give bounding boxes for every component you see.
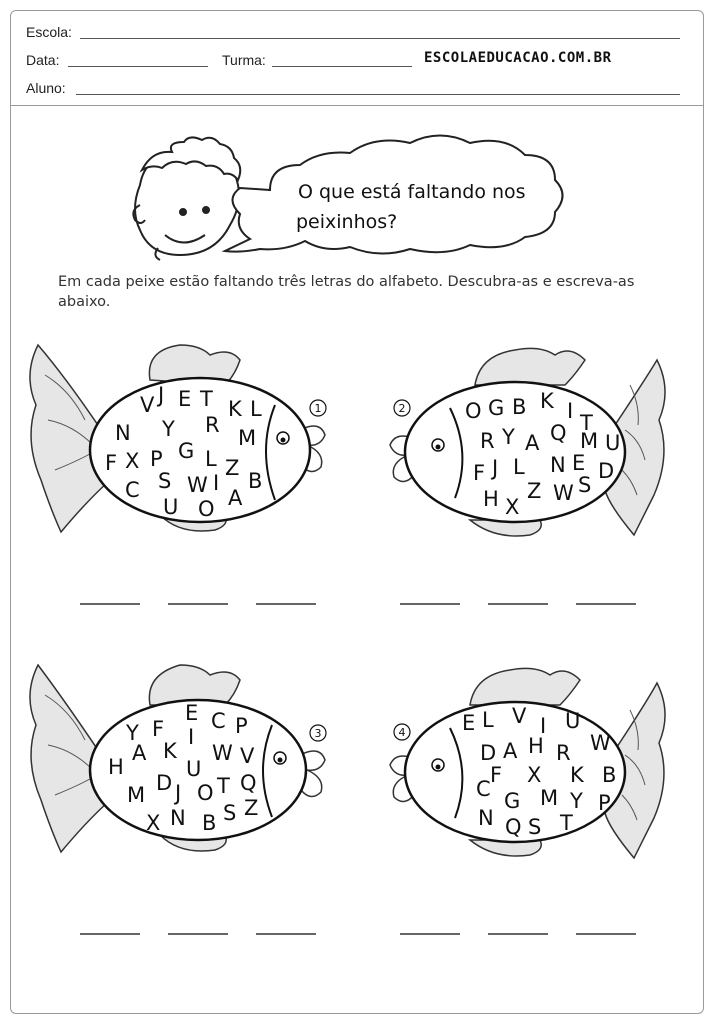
fish-3-letter: B [202, 811, 217, 835]
fish-4 [390, 668, 665, 858]
fish-3-number: 3 [314, 727, 322, 740]
fish-2-letter: H [483, 487, 499, 511]
fish-1-letter: N [115, 421, 131, 445]
fish-4-letter: S [528, 815, 542, 839]
fish-1-letter: R [205, 413, 220, 437]
fish-2-letter: I [567, 399, 574, 423]
fish-2-letter: D [598, 459, 615, 483]
fish-4-letter: R [556, 741, 571, 765]
fish-1 [30, 345, 326, 532]
fish-2-letter: K [540, 389, 554, 413]
fish-4-letter: F [490, 763, 503, 787]
class-label: Turma: [222, 52, 266, 68]
fish-3-letter: J [175, 781, 182, 805]
fish-1-letter: V [140, 393, 155, 417]
fish-1-letter: L [250, 397, 262, 421]
fish-4-letter: C [476, 777, 491, 801]
bubble-line-2: peixinhos? [296, 211, 398, 233]
fish-2-letter: U [605, 431, 621, 455]
fish-3-letter: Q [240, 771, 257, 795]
fish-3-letter: U [186, 757, 202, 781]
student-label: Aluno: [26, 80, 66, 96]
fish-3-letter: O [197, 781, 214, 805]
boy-face-icon [133, 137, 240, 260]
fish-1-letter: C [125, 478, 140, 502]
fish-1-letter: X [125, 449, 140, 473]
fish-2-letter: B [512, 395, 527, 419]
fish-4-letter: I [540, 714, 547, 738]
fish-3-letter: K [163, 739, 177, 763]
fish-2-letter: X [505, 495, 520, 519]
school-label: Escola: [26, 24, 72, 40]
date-label: Data: [26, 52, 60, 68]
fish-4-letter: T [560, 811, 573, 835]
fish-3-letter: X [146, 811, 161, 835]
bubble-line-1: O que está faltando nos [298, 181, 526, 203]
fish-4-letter: H [528, 734, 544, 758]
fish-1-letter: F [105, 451, 118, 475]
brand-text: ESCOLAEDUCACAO.COM.BR [424, 50, 612, 66]
fish-2-number: 2 [398, 402, 406, 415]
fish-3-letter: T [217, 774, 230, 798]
fish-3-letter: Z [244, 796, 259, 820]
fish-1-letter: W [187, 473, 208, 497]
instruction-text: Em cada peixe estão faltando três letras do alfabeto. Descubra-as e escreva-as abaixo. [58, 274, 635, 310]
fish-2-letter: Z [527, 479, 542, 503]
fish-3-letter: I [188, 725, 195, 749]
fish-3-letter: N [170, 806, 186, 830]
fish-3-letter: P [235, 714, 248, 738]
fish-4-letter: E [462, 711, 476, 735]
fish-3-letter: M [127, 783, 146, 807]
fish-1-letter: U [163, 495, 179, 519]
fish-4-letter: Y [570, 789, 583, 813]
fish-2-letter: E [572, 451, 586, 475]
fish-1-letter: B [248, 469, 263, 493]
fish-1-letter: S [158, 469, 172, 493]
fish-1-letter: O [198, 497, 215, 521]
fish-1-letter: P [150, 447, 163, 471]
fish-4-letter: U [565, 709, 581, 733]
fish-2-letter: L [513, 455, 525, 479]
fish-4-letter: V [512, 704, 527, 728]
fish-2 [390, 348, 665, 536]
fish-1-letter: E [178, 387, 192, 411]
fish-1-letter: J [158, 383, 165, 407]
fish-1-letter: M [238, 426, 257, 450]
fish-4-letter: K [570, 763, 584, 787]
fish-2-letter: A [525, 431, 540, 455]
fish-4-letter: B [602, 763, 617, 787]
fish-2-letter: F [473, 461, 486, 485]
fish-2-letter: T [580, 411, 593, 435]
fish-3-letter: Y [126, 721, 139, 745]
fish-2-letter: S [578, 473, 592, 497]
fish-3-letter: S [223, 801, 237, 825]
fish-2-letter: Y [502, 425, 515, 449]
fish-2-letter: R [480, 429, 495, 453]
fish-4-letter: P [598, 791, 611, 815]
fish-3-letter: C [211, 709, 226, 733]
fish-2-letter: Q [550, 421, 567, 445]
fish-4-number: 4 [398, 726, 406, 739]
fish-3-letter: E [185, 701, 199, 725]
fish-4-letter: M [540, 786, 559, 810]
fish-3-letter: F [152, 717, 165, 741]
fish-4-letter: D [480, 741, 497, 765]
fish-3-letter: A [132, 741, 147, 765]
fish-1-letter: L [205, 447, 217, 471]
fish-3-letter: V [240, 744, 255, 768]
fish-3 [30, 665, 326, 852]
fish-2-letter: G [488, 396, 505, 420]
fish-2-letter: N [550, 453, 566, 477]
fish-3-letter: W [212, 741, 233, 765]
fish-1-letter: A [228, 486, 243, 510]
fish-4-letter: Q [505, 815, 522, 839]
fish-1-letter: I [213, 471, 220, 495]
fish-2-letter: J [492, 456, 499, 480]
fish-1-letter: G [178, 439, 195, 463]
fish-2-letter: W [553, 481, 574, 505]
fish-1-letter: T [200, 387, 213, 411]
fish-4-letter: X [527, 763, 542, 787]
fish-1-letter: Y [162, 417, 175, 441]
speech-bubble [225, 136, 563, 254]
fish-4-letter: A [503, 739, 518, 763]
fish-4-letter: G [504, 789, 521, 813]
fish-2-letter: M [580, 429, 599, 453]
fish-1-letter: Z [225, 456, 240, 480]
fish-1-letter: K [228, 397, 242, 421]
fish-2-letter: O [465, 399, 482, 423]
fish-4-letter: W [590, 731, 611, 755]
fish-3-letter: D [156, 771, 173, 795]
fish-4-letter: L [482, 708, 494, 732]
fish-1-number: 1 [314, 402, 322, 415]
fish-3-letter: H [108, 755, 124, 779]
fish-4-letter: N [478, 806, 494, 830]
